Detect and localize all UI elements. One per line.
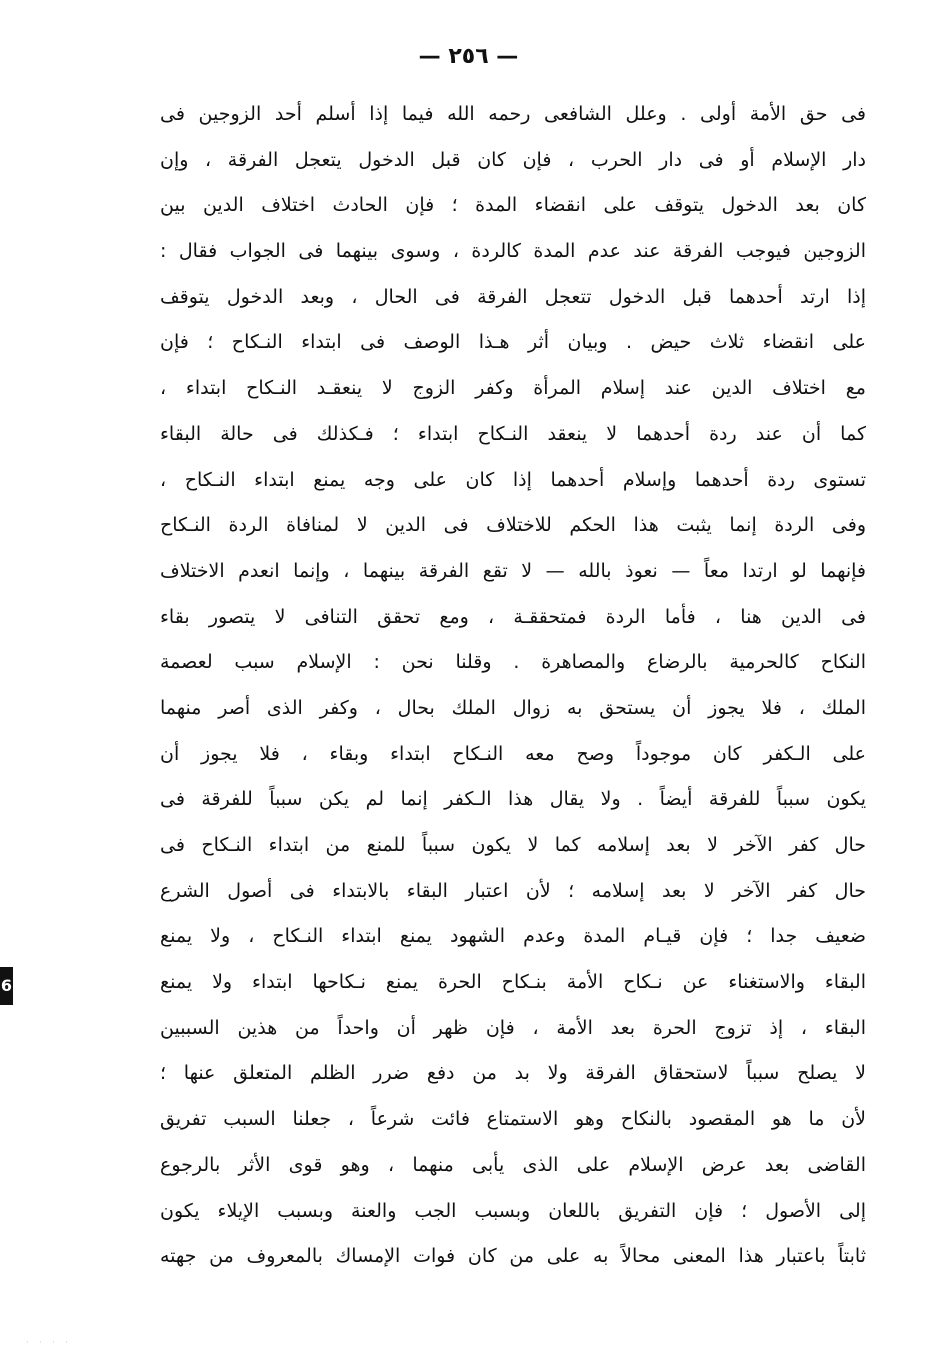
text-line: الملك ، فلا يجوز أن يستحق به زوال الملك بحال ، وكفر الذى أصر منهما [160, 696, 866, 719]
scan-artifact-dots: · · · · [26, 1338, 72, 1347]
text-line: ضعيف جدا ؛ فإن قيـام المدة وعدم الشهود يمنع ابتداء النـكاح ، ولا يمنع [160, 925, 866, 948]
text-line: دار الإسلام أو فى دار الحرب ، فإن كان قبل الدخول يتعجل الفرقة ، وإن [160, 148, 866, 171]
text-line: ثابتاً باعتبار هذا المعنى محالاً به على من كان فوات الإمساك بالمعروف من جهته [160, 1245, 866, 1268]
text-line: حال كفر الآخر لا بعد إسلامه كما لا يكون سبباً للمنع من ابتداء النـكاح فى [160, 834, 866, 856]
text-line: البقاء والاستغناء عن نـكاح الأمة بنـكاح الحرة يمنع نـكاحها ابتداء ولا يمنع [160, 971, 866, 994]
text-line: لا يصلح سبباً لاستحقاق الفرقة ولا بد من دفع ضرر الظلم المتعلق عنها ؛ [160, 1062, 866, 1085]
text-line: النكاح كالحرمية بالرضاع والمصاهرة . وقلنا نحن : الإسلام سبب لعصمة [160, 651, 866, 674]
text-line: إلى الأصول ؛ فإن التفريق باللعان وبسبب الجب والعنة وبسبب الإيلاء يكون [160, 1199, 866, 1222]
text-line: على انقضاء ثلاث حيض . وبيان أثر هـذا الوصف فى ابتداء النـكاح ؛ فإن [160, 331, 866, 354]
page-number: — ٢٥٦ — [418, 44, 519, 69]
text-line: وفى الردة إنما يثبت هذا الحكم للاختلاف فى الدين لا لمنافاة الردة النـكاح [160, 514, 866, 537]
text-line: فى حق الأمة أولى . وعلل الشافعى رحمه الله فيما إذا أسلم أحد الزوجين فى [160, 103, 866, 125]
page-body-text [160, 92, 866, 1280]
text-line: تستوى ردة أحدهما وإسلام أحدهما إذا كان على وجه يمنع ابتداء النـكاح ، [160, 468, 866, 491]
text-line: كما أن عند ردة أحدهما لا ينعقد النـكاح ابتداء ؛ فـكذلك فى حالة البقاء [160, 422, 866, 445]
text-line: يكون سبباً للفرقة أيضاً . ولا يقال هذا الـكفر إنما لم يكن سبباً للفرقة فى [160, 788, 866, 811]
text-line: الزوجين فيوجب الفرقة عند عدم المدة كالردة ، وسوى بينهما فى الجواب فقال : [160, 240, 866, 263]
text-line: على الـكفر كان موجوداً وصح معه النـكاح ابتداء وبقاء ، فلا يجوز أن [160, 742, 866, 765]
text-line: حال كفر الآخر لا بعد إسلامه ؛ لأن اعتبار البقاء بالابتداء فى أصول الشرع [160, 879, 866, 902]
text-line: مع اختلاف الدين عند إسلام المرأة وكفر الزوج لا ينعقـد النـكاح ابتداء ، [160, 377, 866, 400]
text-line: فإنهما لو ارتدا معاً — نعوذ بالله — لا تقع الفرقة بينهما ، وإنما انعدم الاختلاف [160, 559, 866, 582]
text-line: القاضى بعد عرض الإسلام على الذى يأبى منهما ، وهو قوى الأثر بالرجوع [160, 1153, 866, 1176]
text-line: كان بعد الدخول يتوقف على انقضاء المدة ؛ فإن الحادث اختلاف الدين بين [160, 194, 866, 217]
side-tab-marker: 6 [0, 967, 13, 1005]
text-line: إذا ارتد أحدهما قبل الدخول تتعجل الفرقة فى الحال ، وبعد الدخول يتوقف [160, 285, 866, 308]
text-line: لأن ما هو المقصود بالنكاح وهو الاستمتاع فائت شرعاً ، جعلنا السبب تفريق [160, 1108, 866, 1131]
text-line: البقاء ، إذ تزوج الحرة بعد الأمة ، فإن ظهر أن واحداً من هذين السببين [160, 1016, 866, 1039]
text-line: فى الدين هنا ، فأما الردة فمتحققـة ، ومع تحقق التنافى لا يتصور بقاء [160, 605, 866, 628]
